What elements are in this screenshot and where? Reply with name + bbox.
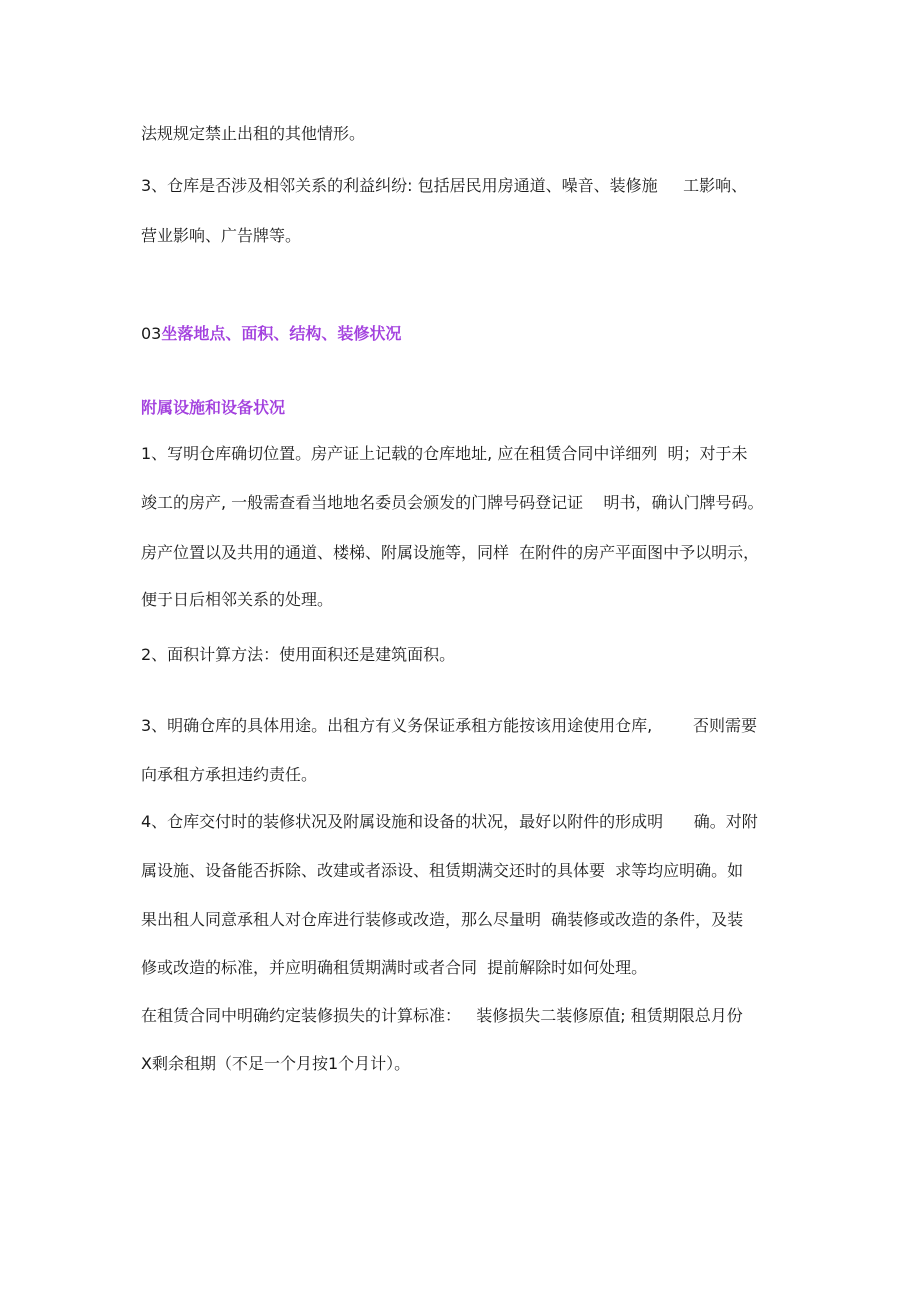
section-title: 坐落地点、面积、结构、装修状况 [161, 324, 402, 343]
section-number: 03 [141, 324, 162, 343]
prev-section-text: 法规规定禁止出租的其他情形。 [141, 124, 366, 143]
formula-line: 在租赁合同中明确约定装修损失的计算标准： 装修损失二装修原值; 租赁期限总月份 [141, 1006, 743, 1025]
item1-line: 便于日后相邻关系的处理。 [141, 590, 334, 609]
item1-line: 1、写明仓库确切位置。房产证上记载的仓库地址, 应在租赁合同中详细列 明；对于未 [141, 444, 748, 463]
item4-line: 属设施、设备能否拆除、改建或者添设、租赁期满交还时的具体要 求等均应明确。如 [141, 861, 744, 880]
section-subtitle: 附属设施和设备状况 [141, 398, 286, 417]
item3-line: 向承租方承担违约责任。 [141, 765, 318, 784]
item4-line: 修或改造的标准，并应明确租赁期满时或者合同 提前解除时如何处理。 [141, 958, 648, 977]
item4-line: 果出租人同意承租人对仓库进行装修或改造，那么尽量明 确装修或改造的条件，及装 [141, 910, 744, 929]
item3-line: 3、明确仓库的具体用途。出租方有义务保证承租方能按该用途使用仓库, 否则需要 [141, 716, 757, 735]
section-heading [141, 324, 401, 344]
prev-item3-line: 营业影响、广告牌等。 [141, 226, 302, 245]
item4-line: 4、仓库交付时的装修状况及附属设施和设备的状况，最好以附件的形成明 确。对附 [141, 812, 758, 831]
item2-line: 2、面积计算方法：使用面积还是建筑面积。 [141, 645, 456, 664]
item1-line: 房产位置以及共用的通道、楼梯、附属设施等，同样 在附件的房产平面图中予以明示， [141, 543, 760, 562]
item1-line: 竣工的房产, 一般需查看当地地名委员会颁发的门牌号码登记证 明书，确认门牌号码。 [141, 493, 764, 512]
formula-line: X剩余租期（不足一个月按1个月计）。 [141, 1054, 411, 1073]
prev-item3-line: 3、仓库是否涉及相邻关系的利益纠纷: 包括居民用房通道、噪音、装修施 工影响、 [141, 176, 748, 195]
